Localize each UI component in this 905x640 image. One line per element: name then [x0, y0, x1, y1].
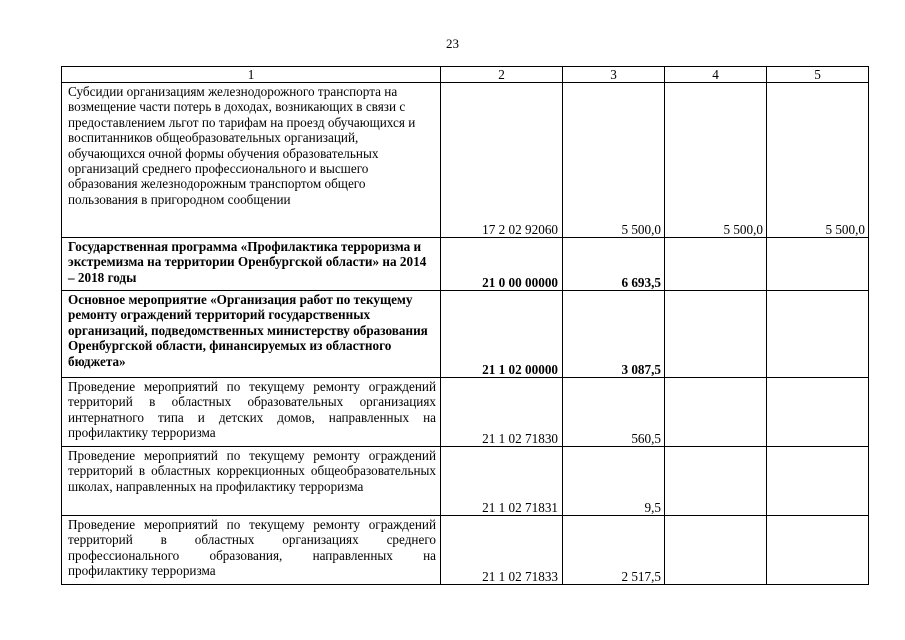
row-value-5 [767, 516, 869, 585]
header-col-4: 4 [665, 67, 767, 83]
header-col-2: 2 [441, 67, 563, 83]
row-name: Государственная программа «Профилактика терроризма и экстремизма на территории Оренбургской области» на 2014 – 2018 годы [62, 238, 441, 291]
header-col-5: 5 [767, 67, 869, 83]
row-value-3: 3 087,5 [563, 291, 665, 378]
table-row [62, 238, 869, 291]
row-name: Проведение мероприятий по текущему ремонту ограждений территорий в областных образовательных организациях интернатного типа и детских домов, направленных на профилактику терроризма [62, 378, 441, 447]
row-value-4 [665, 291, 767, 378]
header-row [62, 67, 869, 83]
table-row [62, 516, 869, 585]
row-code: 21 1 02 71831 [441, 447, 563, 516]
row-code: 21 1 02 71830 [441, 378, 563, 447]
table-row [62, 291, 869, 378]
row-value-3: 9,5 [563, 447, 665, 516]
row-code: 21 1 02 71833 [441, 516, 563, 585]
header-col-3: 3 [563, 67, 665, 83]
budget-table [61, 66, 869, 585]
row-code: 17 2 02 92060 [441, 83, 563, 238]
row-value-3: 560,5 [563, 378, 665, 447]
row-value-5 [767, 238, 869, 291]
page-number: 23 [446, 36, 459, 51]
row-value-3: 5 500,0 [563, 83, 665, 238]
header-col-1: 1 [62, 67, 441, 83]
row-name: Основное мероприятие «Организация работ по текущему ремонту ограждений территорий государственных организаций, подведомственных министерству образования Оренбургской области, финансируемых из областного бюджета» [62, 291, 441, 378]
row-name: Субсидии организациям железнодорожного транспорта на возмещение части потерь в доходах, возникающих в связи с предоставлением льгот по тарифам на проезд обучающихся и воспитанников общеобразовательных организаций, обучающихся очной формы обучения образовательных организаций среднего профессионального и высшего образования железнодорожным транспортом общего пользования в пригородном сообщении [62, 83, 441, 238]
row-value-4 [665, 447, 767, 516]
row-value-5 [767, 291, 869, 378]
row-code: 21 0 00 00000 [441, 238, 563, 291]
row-value-4: 5 500,0 [665, 83, 767, 238]
row-value-5: 5 500,0 [767, 83, 869, 238]
row-name: Проведение мероприятий по текущему ремонту ограждений территорий в областных коррекционных общеобразовательных школах, направленных на профилактику терроризма [62, 447, 441, 516]
row-code: 21 1 02 00000 [441, 291, 563, 378]
row-value-4 [665, 378, 767, 447]
table-row [62, 447, 869, 516]
row-value-5 [767, 378, 869, 447]
row-name: Проведение мероприятий по текущему ремонту ограждений территорий в областных организациях среднего профессионального образования, направленных на профилактику терроризма [62, 516, 441, 585]
row-value-4 [665, 516, 767, 585]
row-value-4 [665, 238, 767, 291]
table-row [62, 83, 869, 238]
row-value-3: 2 517,5 [563, 516, 665, 585]
row-value-5 [767, 447, 869, 516]
table-row [62, 378, 869, 447]
row-value-3: 6 693,5 [563, 238, 665, 291]
